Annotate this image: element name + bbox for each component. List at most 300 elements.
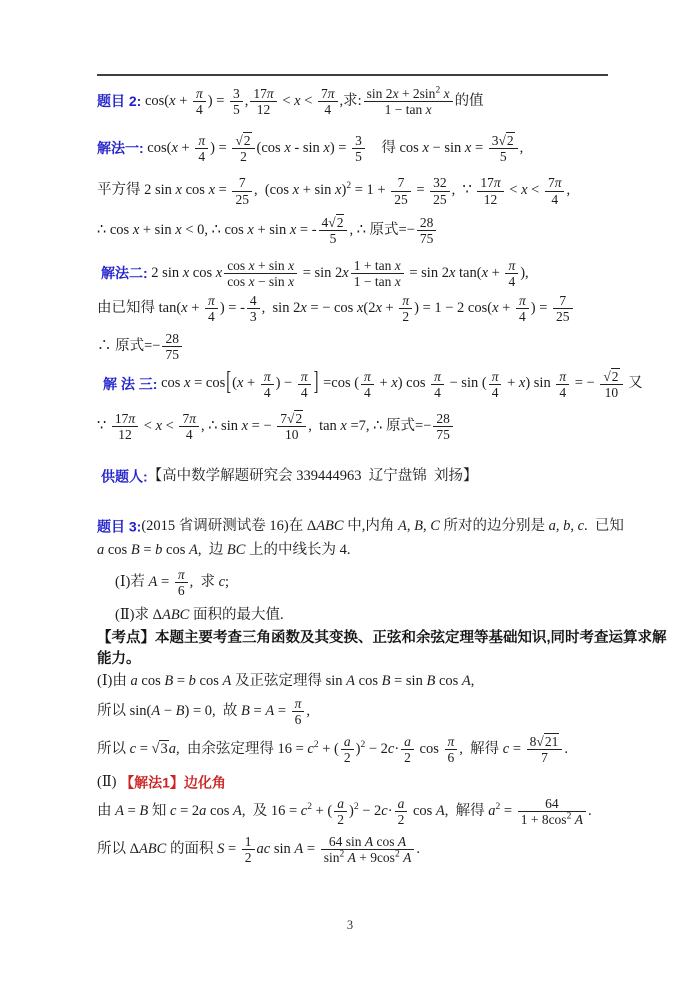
math-variable: x [443, 86, 450, 101]
p3-part2-sol1-line1 [97, 795, 608, 828]
text-run: 5 [499, 149, 507, 165]
math-variable: A [265, 702, 275, 719]
math-variable: B [426, 673, 436, 690]
text-run: − 2 [365, 741, 388, 758]
text-run: cos [415, 741, 443, 758]
math-variable: x [394, 273, 401, 289]
math-variable: c [300, 802, 308, 819]
text-run: tan( [455, 264, 482, 281]
text-run: 25 [556, 309, 570, 325]
math-variable: x [292, 182, 300, 199]
text-run: 4 [491, 384, 499, 400]
p2-solution2-line1 [97, 257, 608, 290]
math-variable: π [266, 86, 274, 101]
math-variable: B [130, 542, 140, 559]
math-variable: π [294, 695, 302, 711]
math-variable: x [241, 417, 249, 434]
math-variable: A [115, 802, 124, 819]
text-run: (Ⅱ)求 Δ [115, 607, 162, 624]
text-run: 3 [355, 133, 362, 149]
text-run: 2 [397, 812, 405, 828]
math-variable: π [493, 175, 501, 191]
fraction [395, 796, 408, 827]
math-variable: x [375, 300, 382, 317]
text-run: + [175, 92, 192, 109]
text-run: + [243, 375, 259, 392]
text-run: = 2 [176, 802, 200, 819]
text-run: 7 [559, 293, 567, 309]
math-variable: B [381, 673, 391, 690]
math-variable: π [327, 86, 335, 101]
text-run: 4 [364, 384, 371, 400]
p2-contributor [97, 467, 608, 487]
p2-solution2-result [97, 330, 608, 363]
text-run: cos [227, 257, 249, 273]
math-variable: x [518, 375, 526, 392]
text-run: ) = [530, 300, 551, 317]
line-segment [97, 834, 420, 866]
text-run: 2 [404, 750, 411, 766]
text-run: (2 [363, 300, 376, 317]
math-variable: π [263, 368, 271, 384]
text-run: ) cos [397, 375, 430, 392]
p3-part2-sol1-title [97, 773, 608, 793]
line-segment [115, 566, 230, 599]
line-segment [97, 796, 592, 828]
math-variable: x [155, 417, 162, 434]
fraction [261, 369, 274, 400]
math-variable: a [548, 517, 556, 534]
text-run: 4 [263, 384, 271, 400]
math-variable: x [175, 221, 182, 238]
math-variable: b [188, 673, 196, 690]
superscript: 2 [346, 181, 352, 192]
text-run: cos [206, 802, 233, 819]
p2-solution1-line2 [97, 174, 608, 207]
p3-part1-sol-line2 [97, 695, 608, 728]
text-run: + [375, 375, 392, 392]
text-run: =7, ∴ 原式=− [346, 417, 432, 434]
math-variable: π [518, 293, 526, 309]
math-variable: A [148, 573, 158, 590]
document-body [97, 85, 667, 866]
math-variable: π [434, 368, 441, 384]
text-run: ∴ cos [97, 221, 133, 238]
sqrt: √2 [328, 214, 344, 230]
sqrt: √2 [235, 133, 251, 149]
fraction [489, 369, 502, 400]
text-run: 的值 [454, 92, 484, 109]
text-run: 2 [240, 149, 247, 165]
text-run: = [139, 542, 156, 559]
math-variable: A [574, 812, 583, 828]
math-variable: x [342, 264, 349, 281]
text-run: 25 [235, 191, 249, 207]
text-run: · [387, 802, 393, 819]
text-run: 又 [624, 375, 643, 392]
p3-keypoints-line2 [97, 650, 608, 670]
line-segment [97, 774, 120, 790]
section-label: 题目 3: [97, 517, 142, 534]
text-run: 2 [343, 750, 351, 766]
math-variable: π [491, 368, 499, 384]
math-variable: c [387, 741, 395, 758]
fraction [175, 567, 188, 598]
math-variable: a [404, 734, 411, 750]
text-run: + 2sin [398, 86, 436, 101]
text-run: ) sin [525, 375, 555, 392]
text-run: 面积的最大值. [189, 607, 284, 624]
text-run: ∵ [97, 417, 110, 434]
p3-part2-sol1-line2 [97, 833, 608, 866]
fraction [318, 86, 338, 117]
text-run: 7 [238, 175, 246, 191]
text-run: , [570, 517, 578, 534]
text-run: + 9cos [355, 850, 395, 866]
text-run: = [136, 741, 152, 758]
text-run: 4 [559, 384, 567, 400]
text-run: 32 [433, 175, 447, 191]
fraction [516, 293, 529, 324]
math-variable: A [397, 834, 407, 850]
text-run: + [381, 300, 398, 317]
text-run: , 求 [189, 573, 219, 590]
math-variable: π [128, 410, 136, 426]
text-run: , [566, 182, 571, 199]
math-variable: B [414, 517, 423, 534]
text-run: = [173, 673, 189, 690]
text-run: = cos [190, 375, 226, 392]
text-run: 中,内角 [343, 517, 398, 534]
text-run: cos [409, 802, 436, 819]
text-run: 25 [433, 191, 447, 207]
text-run: 2 [337, 812, 344, 828]
math-variable: x [294, 92, 301, 109]
text-run: . [416, 841, 420, 858]
text-run: 5 [329, 230, 337, 246]
text-run: 7 [182, 410, 190, 426]
math-variable: A [151, 702, 161, 719]
section-label: 解法一: [97, 140, 144, 157]
fraction [518, 796, 586, 827]
fraction [242, 834, 255, 865]
math-variable: x [288, 257, 295, 273]
text-run: 12 [118, 426, 132, 442]
text-run: ) − [275, 375, 296, 392]
text-run: cos( [141, 92, 170, 109]
text-run: 12 [256, 102, 271, 118]
text-run: ), [520, 264, 529, 281]
text-run: ) = [207, 92, 229, 109]
math-variable: π [364, 368, 371, 384]
fraction [298, 369, 311, 400]
text-run: 4 [249, 293, 257, 309]
text-run: ; [225, 573, 230, 590]
fraction [292, 696, 305, 727]
text-run: , sin 2 [261, 300, 301, 317]
text-run: 75 [419, 230, 434, 246]
text-run: 64 [545, 796, 559, 811]
text-run: , [555, 517, 564, 534]
text-run: = [249, 702, 266, 719]
text-run: = 1 + [351, 182, 390, 199]
text-run: = [471, 140, 487, 157]
math-variable: x [288, 273, 295, 289]
math-variable: x [284, 140, 291, 157]
fraction [232, 133, 254, 164]
text-run: 7 [541, 750, 548, 766]
text-run: + ( [311, 802, 333, 819]
text-run: ∴ 原式=− [97, 338, 161, 355]
text-run: ) = 0, 故 [184, 702, 242, 719]
text-run: , [406, 517, 415, 534]
text-run: − 2 [358, 802, 382, 819]
math-variable: π [447, 734, 455, 750]
text-run: 所以 [97, 741, 130, 758]
math-variable: π [554, 175, 562, 191]
math-variable: π [198, 133, 206, 149]
text-run: - sin [290, 140, 324, 157]
text-run: . [587, 802, 592, 819]
text-run: (Ⅱ) [97, 774, 121, 791]
math-variable: ABC [138, 841, 167, 858]
math-variable: x [182, 264, 190, 281]
line-segment [147, 257, 529, 289]
math-variable: x [481, 264, 488, 281]
text-run: 28 [165, 331, 179, 347]
text-run: , 解得 [444, 802, 489, 819]
math-variable: a [397, 796, 405, 811]
line-segment [143, 133, 524, 165]
fraction [527, 734, 563, 765]
fraction [224, 258, 297, 289]
math-variable: C [430, 517, 440, 534]
big-bracket: [ [226, 368, 232, 398]
math-variable: x [181, 300, 188, 317]
text-run: = [412, 182, 429, 199]
text-run: 1 − tan [384, 102, 426, 118]
math-variable: π [177, 566, 185, 582]
text-run: (cos [256, 140, 285, 157]
problem3-statement-line2 [97, 541, 608, 561]
fraction [351, 258, 404, 289]
math-variable: x [248, 257, 255, 273]
text-run: 10 [284, 426, 299, 442]
text-run: = [123, 802, 140, 819]
text-run: 64 sin [328, 834, 365, 850]
superscript: 2 [566, 811, 572, 822]
fraction [277, 411, 306, 442]
text-run: 所对的边分别是 [439, 517, 549, 534]
p2-solution1-line3 [97, 214, 608, 247]
text-run: 6 [177, 583, 185, 599]
text-run: 17 [114, 410, 129, 426]
text-run: cos [162, 542, 189, 559]
math-variable: x [448, 264, 456, 281]
fraction [430, 175, 450, 206]
text-run: . [564, 741, 568, 758]
text-run: + sin [299, 182, 336, 199]
fraction [431, 369, 444, 400]
math-variable: A [435, 802, 445, 819]
math-variable: x [171, 140, 178, 157]
math-variable: b [563, 517, 571, 534]
math-variable: x [215, 264, 223, 281]
math-variable: x [208, 182, 216, 199]
text-run: 7 [547, 175, 555, 191]
text-run: 所以 sin( [97, 702, 152, 719]
math-variable: x [391, 375, 398, 392]
line-segment: 【高中数学解题研究会 339444963 辽宁盘锦 刘扬】 [147, 467, 478, 484]
text-run: cos [227, 273, 249, 289]
text-run: = [224, 841, 240, 858]
math-variable: B [139, 802, 149, 819]
line-segment [97, 695, 311, 727]
fraction [232, 175, 252, 206]
math-variable: x [289, 221, 297, 238]
math-variable: a [130, 673, 138, 690]
math-variable: A [347, 850, 356, 866]
text-run: + sin [139, 221, 176, 238]
text-run: 知 [148, 802, 171, 819]
text-run: 1 [244, 834, 252, 850]
text-run: + [187, 300, 204, 317]
p2-solution3-line2 [97, 410, 608, 443]
text-run: + [498, 300, 514, 317]
fraction [401, 734, 414, 765]
text-run: , ∴ sin [200, 417, 242, 434]
superscript: 2 [353, 802, 359, 813]
text-run: ) = - [219, 300, 245, 317]
math-variable: x [492, 300, 499, 317]
math-variable: c [170, 802, 177, 819]
math-variable: x [247, 221, 254, 238]
fraction [505, 258, 518, 289]
p3-part2-question [97, 606, 608, 626]
math-variable: x [425, 102, 432, 118]
text-run: , [244, 92, 249, 109]
fraction [600, 369, 622, 400]
text-run: 7 [397, 175, 405, 191]
text-run: ) = [329, 140, 351, 157]
math-variable: x [394, 257, 401, 273]
text-run: < [505, 182, 522, 199]
text-run: < [278, 92, 295, 109]
text-run: = − cos [306, 300, 357, 317]
math-variable: A [294, 841, 304, 858]
math-variable: x [521, 182, 528, 199]
text-run: < [300, 92, 316, 109]
fraction [352, 133, 365, 164]
text-run: , ∵ [451, 182, 476, 199]
text-run: sin 2 [366, 86, 393, 101]
text-run: , [519, 140, 524, 157]
fraction [250, 86, 276, 117]
line-segment [97, 410, 455, 442]
text-run: 5 [355, 149, 362, 165]
text-run: ) [341, 182, 347, 199]
text-run: − sin ( [445, 375, 487, 392]
text-run: cos [195, 673, 223, 690]
text-run: sin [323, 850, 340, 866]
text-run: 12 [483, 191, 498, 207]
math-variable: ABC [161, 607, 190, 624]
math-variable: x [169, 92, 176, 109]
problem3-statement-line1 [97, 517, 624, 537]
text-run: 6 [447, 750, 455, 766]
math-variable: x [422, 140, 429, 157]
text-run: 2 [244, 850, 252, 866]
line-segment [97, 214, 438, 246]
text-run: 4 [196, 102, 203, 118]
text-run: sin [270, 841, 295, 858]
text-run: 17 [480, 175, 494, 191]
text-run: 75 [165, 347, 179, 363]
line-segment [115, 607, 284, 623]
math-variable: A [461, 673, 471, 690]
text-run: 4 [434, 384, 441, 400]
fraction [162, 331, 182, 362]
fraction [230, 86, 243, 117]
text-run: 4 [508, 273, 516, 289]
section-label: 供题人: [101, 468, 148, 485]
text-run: , [306, 702, 311, 719]
text-run: , (cos [253, 182, 293, 199]
text-run: = sin 2 [299, 264, 343, 281]
text-run: + [488, 264, 504, 281]
sqrt: √21 [536, 734, 559, 750]
problem2-title [97, 85, 608, 118]
top-rule [97, 74, 608, 76]
line-segment: 能力。 [97, 650, 141, 667]
text-run: 由已知得 tan( [97, 300, 182, 317]
text-run: =cos ( [319, 375, 360, 392]
math-variable: π [402, 293, 410, 309]
text-run: + [177, 140, 194, 157]
text-run: = [500, 802, 516, 819]
text-run: cos [373, 834, 398, 850]
line-segment: 【考点】本题主要考查三角函数及其变换、正弦和余弦定理等基础知识,同时考查运算求解 [97, 629, 667, 646]
superscript: 2 [307, 802, 312, 813]
superscript: 2 [360, 740, 366, 751]
text-run: < [140, 417, 156, 434]
text-run: cos [355, 673, 382, 690]
math-variable: x [392, 86, 399, 101]
text-run: = sin [390, 673, 427, 690]
text-run: ) [349, 802, 354, 819]
text-run: = [509, 741, 525, 758]
text-run: (Ⅰ)由 [97, 673, 131, 690]
line-segment [97, 542, 351, 558]
text-run: + ( [318, 741, 339, 758]
fraction [553, 293, 573, 324]
math-variable: x [248, 273, 255, 289]
text-run: , [422, 517, 431, 534]
text-run: 6 [294, 712, 302, 727]
text-run: , tan [308, 417, 341, 434]
math-variable: A [188, 542, 198, 559]
fraction [433, 411, 453, 442]
fraction [341, 734, 354, 765]
fraction [445, 734, 458, 765]
math-variable: x [464, 140, 472, 157]
text-run: ,求: [339, 92, 362, 109]
math-variable: c [577, 517, 585, 534]
text-run: = [157, 573, 173, 590]
fraction [321, 834, 415, 865]
text-run: · [394, 741, 400, 758]
text-run: cos [157, 375, 185, 392]
